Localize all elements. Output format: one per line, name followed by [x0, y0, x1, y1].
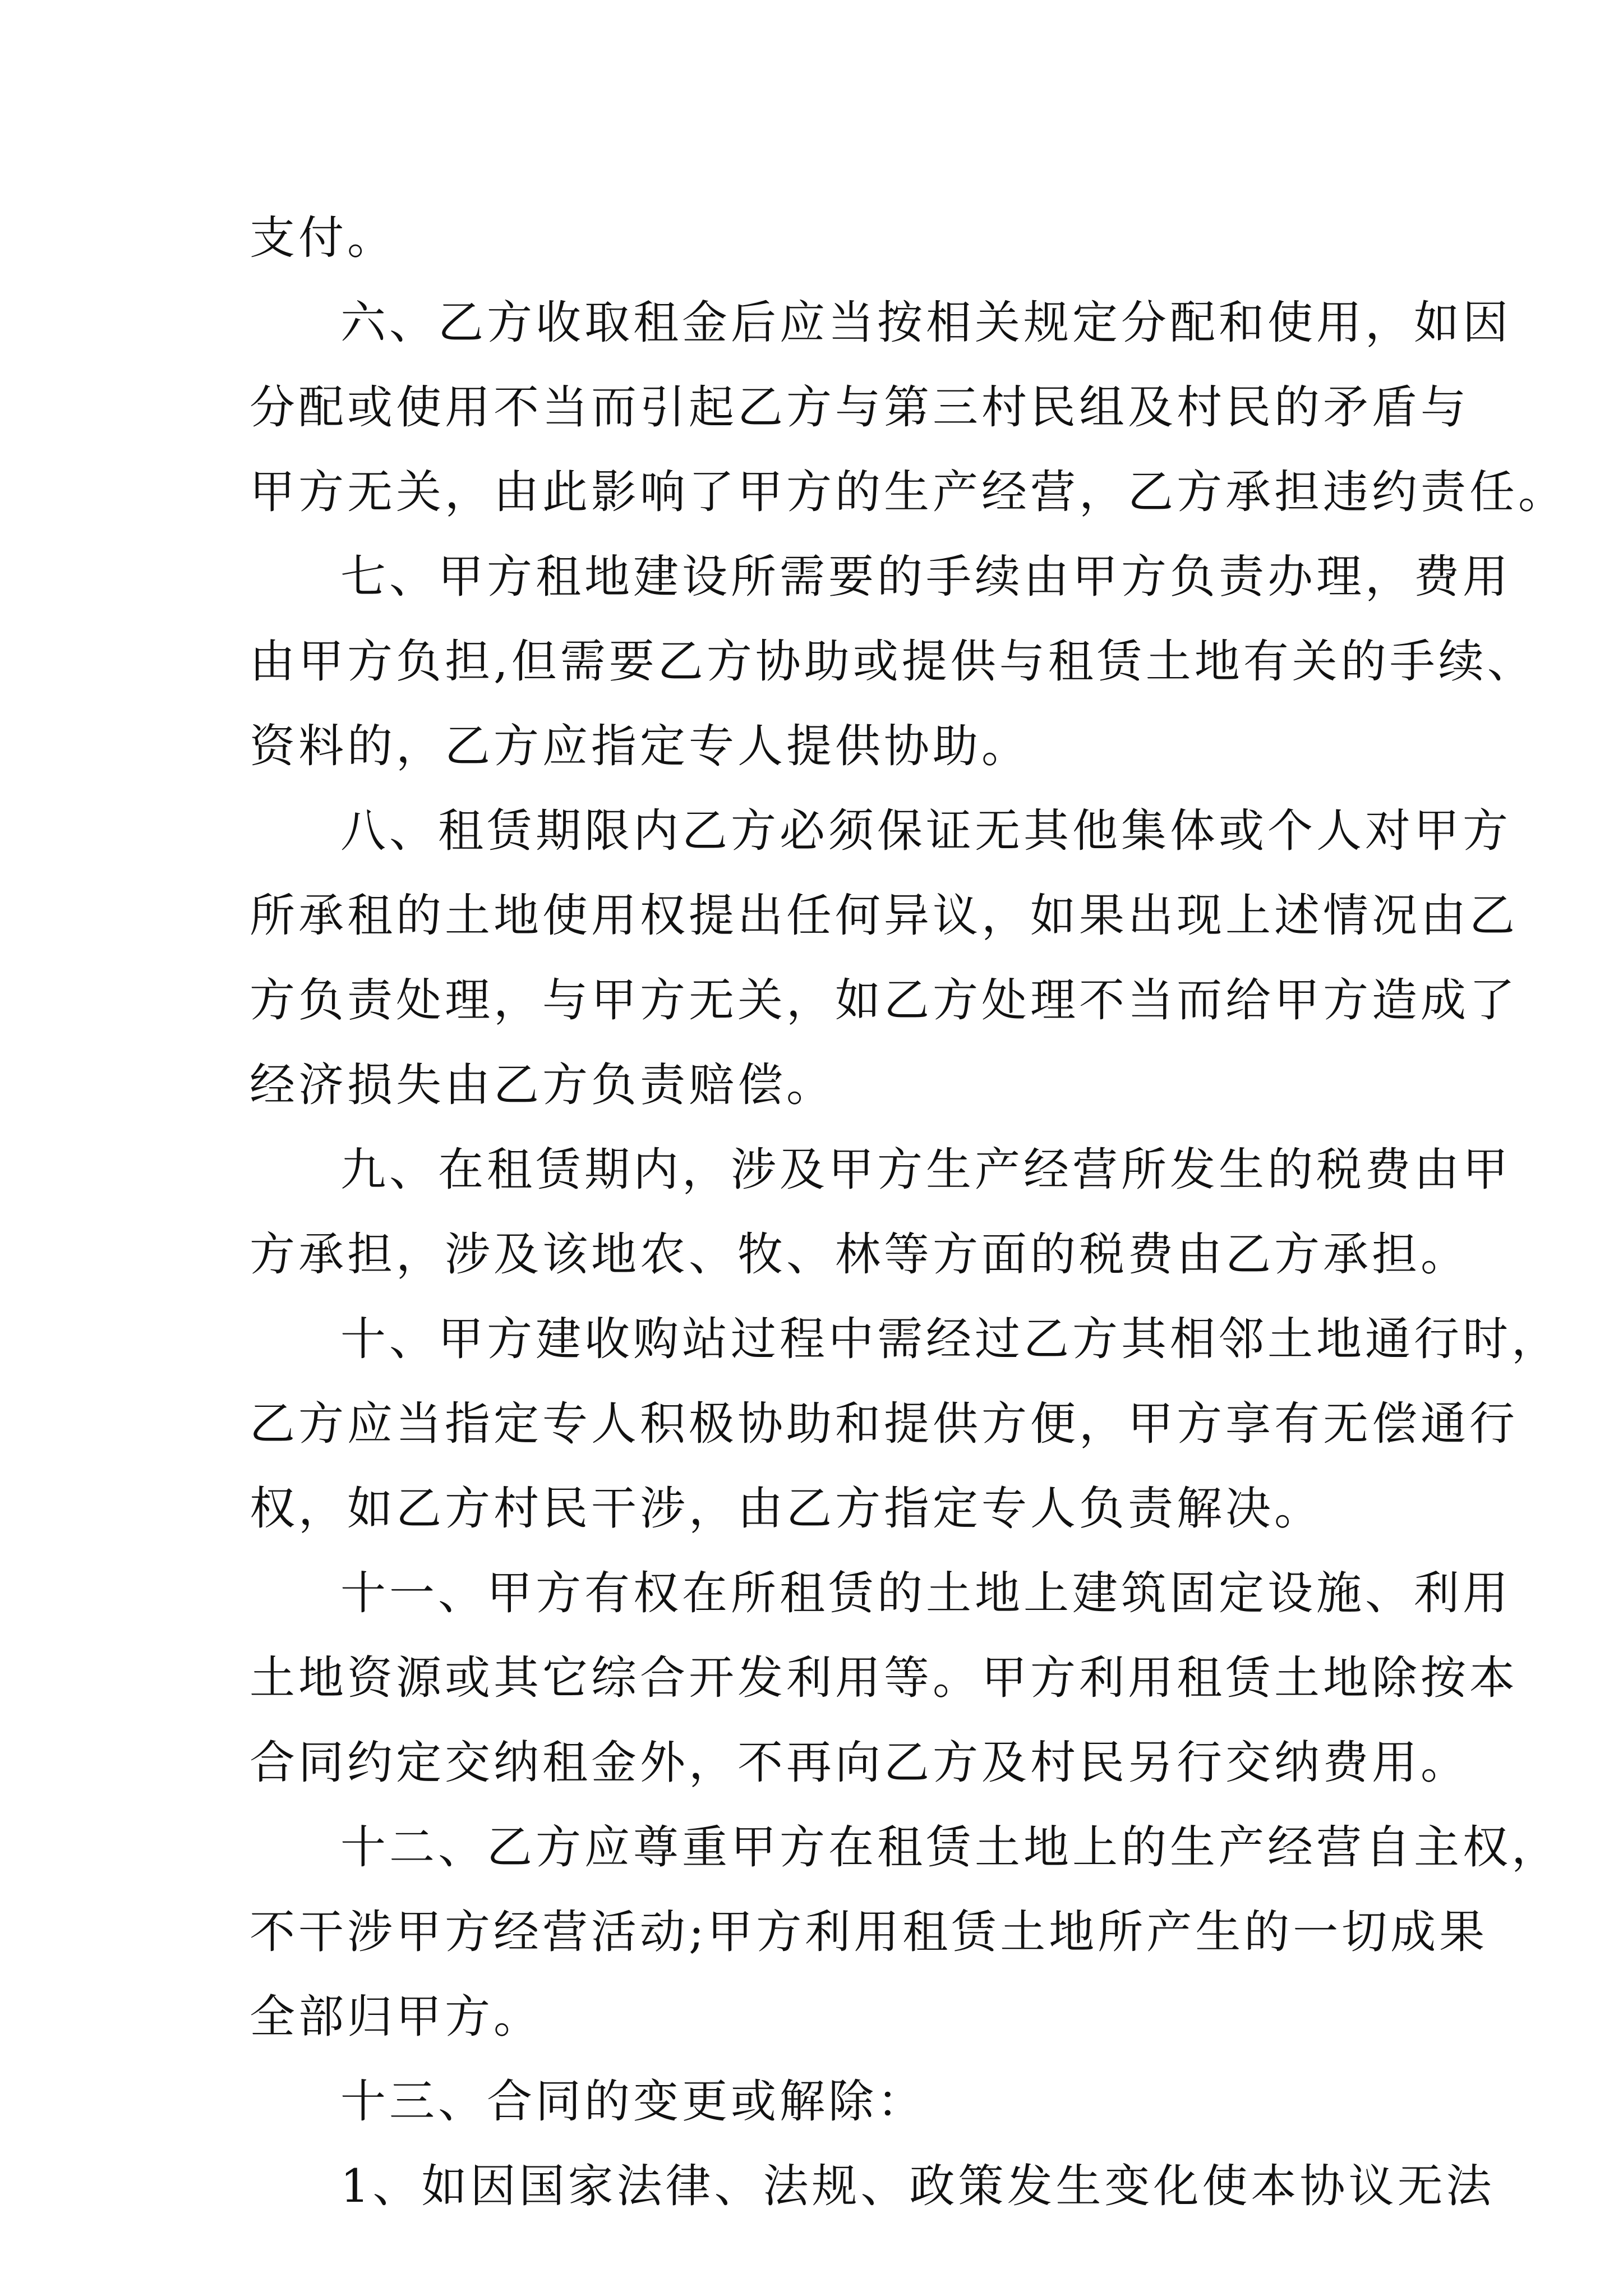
text-line: 资料的，乙方应指定专人提供协助。	[250, 720, 1031, 773]
text-line: 乙方应当指定专人积极协助和提供方便，甲方享有无偿通行	[250, 1398, 1519, 1451]
text-line: 十一、甲方有权在所租赁的土地上建筑固定设施、利用	[340, 1567, 1512, 1620]
text-line: 不干涉甲方经营活动;甲方利用租赁土地所产生的一切成果	[250, 1906, 1488, 1959]
text-line: 七、甲方租地建设所需要的手续由甲方负责办理，费用	[340, 551, 1512, 604]
text-line: 合同约定交纳租金外，不再向乙方及村民另行交纳费用。	[250, 1737, 1470, 1789]
text-line: 所承租的土地使用权提出任何异议，如果出现上述情况由乙	[250, 890, 1519, 942]
text-line: 九、在租赁期内，涉及甲方生产经营所发生的税费由甲	[340, 1144, 1512, 1197]
text-line: 全部归甲方。	[250, 1991, 543, 2044]
text-line: 由甲方负担,但需要乙方协助或提供与租赁土地有关的手续、	[250, 636, 1536, 688]
text-line: 土地资源或其它综合开发利用等。甲方利用租赁土地除按本	[250, 1652, 1519, 1705]
text-line: 十二、乙方应尊重甲方在租赁土地上的生产经营自主权，	[340, 1821, 1561, 1874]
text-line: 支付。	[250, 212, 396, 265]
text-line: 经济损失由乙方负责赔偿。	[250, 1059, 836, 1112]
text-line: 方承担，涉及该地农、牧、林等方面的税费由乙方承担。	[250, 1228, 1470, 1281]
text-line: 分配或使用不当而引起乙方与第三村民组及村民的矛盾与	[250, 381, 1470, 434]
text-line: 十、甲方建收购站过程中需经过乙方其相邻土地通行时，	[340, 1313, 1561, 1366]
text-line: 十三、合同的变更或解除：	[340, 2076, 926, 2128]
text-line: 甲方无关，由此影响了甲方的生产经营，乙方承担违约责任。	[250, 466, 1567, 519]
text-line: 八、租赁期限内乙方必须保证无其他集体或个人对甲方	[340, 805, 1512, 858]
text-line: 六、乙方收取租金后应当按相关规定分配和使用，如因	[340, 297, 1512, 349]
text-line: 1、如因国家法律、法规、政策发生变化使本协议无法	[340, 2160, 1495, 2213]
text-line: 方负责处理，与甲方无关，如乙方处理不当而给甲方造成了	[250, 974, 1519, 1027]
document-body	[250, 196, 1567, 2229]
text-line: 权，如乙方村民干涉，由乙方指定专人负责解决。	[250, 1483, 1324, 1535]
